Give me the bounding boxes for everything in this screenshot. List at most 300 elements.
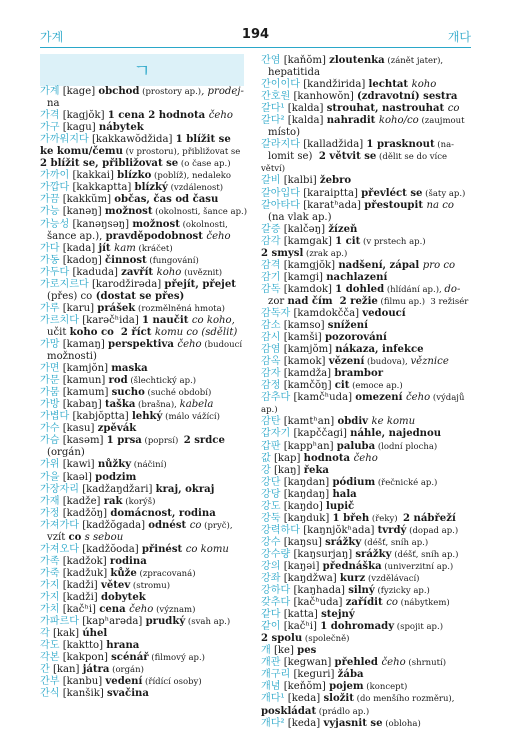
headword: 가재: [40, 495, 60, 507]
entry-continuation: [40, 291, 250, 303]
translation: vedoucí: [362, 307, 406, 319]
dictionary-entry: [40, 375, 250, 387]
pronunciation: [karatʰada]: [300, 199, 365, 211]
dictionary-entry: [261, 428, 471, 440]
headword: 가지: [40, 591, 60, 603]
entry-continuation: [40, 351, 250, 363]
dictionary-entry: [40, 459, 250, 471]
pronunciation: [kamčŏŋ]: [280, 380, 335, 392]
headword: 가방: [40, 399, 60, 411]
dictionary-entry: [261, 441, 471, 453]
translation: paluba: [336, 440, 376, 452]
pronunciation: [kaŋdžwa]: [280, 573, 340, 585]
dictionary-entry: [261, 55, 471, 67]
dictionary-entry: [40, 134, 250, 146]
entry-continuation: [40, 98, 250, 110]
translation: játra: [82, 664, 110, 676]
headword: 가구: [40, 122, 60, 134]
pronunciation: [kakkai]: [69, 170, 118, 182]
translation: poskládat: [261, 705, 317, 717]
translation: hala: [332, 488, 357, 500]
note: (filmový ap.): [148, 653, 205, 664]
dictionary-entry: [40, 279, 250, 291]
headword: 강: [261, 464, 271, 476]
dictionary-entry: [40, 592, 250, 604]
note: 2 nábřeží: [403, 512, 456, 524]
headword: 가깝다: [40, 182, 70, 194]
pronunciation: [kačʰuda]: [290, 597, 346, 609]
translation: zpěvák: [97, 423, 137, 435]
pronunciation: [kabaŋ]: [59, 399, 105, 411]
dictionary-entry: [261, 224, 471, 236]
dictionary-entry: [261, 139, 471, 151]
pronunciation: [kaŋsu]: [280, 536, 326, 548]
translation: co: [68, 531, 82, 543]
dictionary-entry: [40, 255, 250, 267]
note: čeho: [206, 230, 231, 242]
headword: 강의: [261, 560, 281, 572]
translation: pravděpodobnost: [105, 230, 207, 242]
headword: 강력하다: [261, 524, 301, 536]
pronunciation: [karaiptta]: [300, 187, 362, 199]
translation: nachlazení: [326, 271, 388, 283]
pronunciation: [keňŏm]: [280, 681, 330, 693]
translation: cena: [99, 604, 130, 616]
dictionary-entry: [40, 568, 250, 580]
pronunciation: [kadži]: [59, 579, 101, 591]
translation: rod: [108, 375, 128, 387]
pronunciation: [kadžuk]: [59, 567, 111, 579]
pronunciation: [kaňŏm]: [280, 55, 330, 66]
dictionary-entry: [261, 597, 471, 609]
translation: 1 blížit se: [175, 134, 231, 146]
page-number: 194: [241, 27, 270, 42]
headword: 가르치다: [40, 314, 80, 326]
headword: 가위: [40, 459, 60, 471]
headword: 갑자기: [261, 428, 291, 440]
headword: 감시: [261, 332, 281, 344]
entry-continuation: [261, 296, 471, 308]
left-column: [40, 86, 250, 700]
headword: 가정: [40, 507, 60, 519]
translation: kůže: [110, 567, 137, 579]
headword: 감소: [261, 320, 281, 332]
pronunciation: [kamaŋ]: [59, 338, 109, 350]
pronunciation: [kadžŏŋ]: [59, 507, 111, 519]
note: (obloha): [382, 718, 421, 729]
pronunciation: [kadžok]: [59, 555, 110, 567]
pronunciation: [kadoŋ]: [59, 254, 105, 266]
headword: 갖추다: [261, 597, 291, 609]
headword: 가까워지다: [40, 134, 89, 146]
dictionary-entry: [40, 339, 250, 351]
pronunciation: [kamok]: [280, 356, 329, 368]
translation: lehký: [131, 411, 163, 423]
translation: tvrdý: [377, 524, 407, 536]
headword: 가능성: [40, 218, 70, 230]
headword: 간: [40, 664, 50, 676]
note: (okolnosti,: [179, 219, 228, 230]
translation: náhle, najednou: [350, 428, 442, 440]
note: (déšť, sníh ap.): [361, 537, 429, 548]
pronunciation: (přes) co: [47, 290, 93, 302]
translation: přednáška: [322, 560, 382, 572]
pronunciation: [karu]: [59, 302, 98, 314]
dictionary-entry: [261, 718, 471, 730]
dictionary-entry: [40, 652, 250, 664]
note: (nábytkem): [397, 598, 450, 609]
pronunciation: [katta]: [280, 609, 322, 621]
headword: 각본: [40, 652, 60, 664]
translation: dobytek: [100, 591, 146, 603]
note: (vzdělávací): [365, 574, 420, 585]
pronunciation: [kaŋdan]: [280, 476, 333, 488]
translation: činnost: [104, 254, 147, 266]
note: s sebou: [81, 531, 124, 543]
note: (prádlo ap.): [316, 706, 370, 717]
header-right-guideword: 개다: [447, 30, 471, 44]
dictionary-entry: [261, 513, 471, 525]
translation: převléct se: [361, 187, 423, 199]
pronunciation: [kamgi]: [280, 271, 327, 283]
note: (dopad ap.): [406, 525, 459, 536]
note: (šaty ap.): [422, 188, 466, 199]
dictionary-entry: [261, 537, 471, 549]
pronunciation: [kadžŏgada]: [79, 519, 149, 531]
pronunciation: [kamši]: [280, 332, 325, 344]
headword: 갈증: [261, 223, 281, 235]
pronunciation: [kaəl]: [59, 471, 96, 483]
dictionary-entry: [261, 477, 471, 489]
dictionary-entry: [261, 621, 471, 633]
pronunciation: vzít: [47, 531, 69, 543]
note: (budoucí: [201, 339, 243, 350]
dictionary-entry: [40, 688, 250, 700]
translation: nůžky: [97, 459, 132, 471]
pronunciation: [kak]: [49, 628, 83, 640]
headword: 강좌: [261, 573, 281, 585]
dictionary-entry: [261, 669, 471, 681]
note: (náčiní): [131, 460, 167, 471]
pronunciation: [kaŋnjŏkʰada]: [300, 524, 378, 536]
pronunciation: [kakpon]: [59, 652, 112, 664]
note: (prostory ap.): [139, 87, 202, 97]
translation: domácnost, rodina: [110, 507, 216, 519]
translation: prudký: [145, 616, 186, 628]
headword: 같다: [261, 609, 281, 621]
note: ke komu: [371, 416, 416, 428]
headword: 가루: [40, 302, 60, 314]
dictionary-entry: [40, 616, 250, 628]
note: co: [386, 597, 398, 609]
translation: 2 blížit se, přibližovat se: [40, 158, 179, 170]
note: co: [189, 519, 202, 531]
dictionary-entry: [261, 175, 471, 187]
headword: 개다²: [261, 717, 285, 729]
pronunciation: [kakkŭm]: [59, 194, 115, 206]
pronunciation: na: [47, 98, 60, 110]
translation: žebro: [319, 175, 352, 187]
headword: 가볍다: [40, 411, 70, 423]
translation: kurz: [339, 573, 366, 585]
dictionary-entry: [40, 267, 250, 279]
headword: 감추다: [261, 392, 291, 404]
note: (koncept): [363, 682, 408, 693]
dictionary-entry: [261, 573, 471, 585]
note: (fyzicky ap.): [374, 586, 430, 597]
pronunciation: [kamtʰan]: [280, 416, 338, 428]
pronunciation: [kalbi]: [280, 175, 320, 187]
dictionary-entry: [40, 387, 250, 399]
dictionary-entry: [261, 585, 471, 597]
dictionary-entry: [261, 284, 471, 296]
dictionary-entry: [261, 356, 471, 368]
dictionary-entry: [261, 103, 471, 115]
entry-continuation: [261, 151, 471, 175]
dictionary-entry: [261, 609, 471, 621]
dictionary-entry: [261, 368, 471, 380]
translation: cit: [334, 380, 350, 392]
note: (spojit ap.): [394, 622, 444, 633]
note: (poblíž), nedaleko: [151, 171, 232, 182]
translation: pódium: [332, 476, 376, 488]
translation: kraj, okraj: [155, 483, 215, 495]
headword: 가문: [40, 375, 60, 387]
pronunciation: [kamdok]: [280, 283, 336, 295]
note: čeho: [129, 604, 154, 616]
dictionary-entry: [261, 501, 471, 513]
translation: perspektiva: [108, 338, 178, 350]
note: (brašna),: [135, 400, 180, 411]
translation: hrana: [106, 640, 140, 652]
translation: 2 smysl: [261, 247, 304, 259]
headword: 가장자리: [40, 483, 80, 495]
note: 2 srdce: [183, 435, 225, 447]
dictionary-entry: [40, 206, 250, 218]
headword: 갈라지다: [261, 139, 301, 151]
headword: 가파르다: [40, 616, 80, 628]
dictionary-entry: [261, 453, 471, 465]
headword: 감독: [261, 283, 281, 295]
dictionary-entry: [40, 110, 250, 122]
translation: lechtat: [368, 79, 412, 91]
dictionary-entry: [40, 484, 250, 496]
note: koho: [156, 266, 182, 278]
headword: 강하다: [261, 585, 291, 597]
translation: blízký: [134, 182, 168, 194]
headword: 가다: [40, 242, 60, 254]
entry-continuation: [40, 158, 250, 170]
headword: 갑판: [261, 440, 281, 452]
translation: vězení: [328, 356, 365, 368]
note: do-: [444, 283, 461, 295]
pronunciation: [kaŋəi]: [280, 560, 323, 572]
note: (svah ap.): [185, 617, 231, 628]
translation: rodina: [109, 555, 147, 567]
note: (okolnosti, šance ap.): [152, 207, 248, 218]
dictionary-entry: [261, 489, 471, 501]
pronunciation: [kaŋdo]: [280, 500, 326, 512]
translation: taška: [104, 399, 136, 411]
headword: 간식: [40, 688, 60, 700]
translation: nahradit: [326, 115, 379, 127]
pronunciation: [kalčəŋ]: [280, 223, 329, 235]
note: (málo vážící): [162, 412, 220, 423]
translation: scénář: [111, 652, 149, 664]
headword: 감격: [261, 259, 281, 271]
note: (zpracovaná): [136, 568, 196, 579]
translation: 1 břeh: [332, 512, 370, 524]
pronunciation: [kan]: [49, 664, 83, 676]
dictionary-entry: [40, 520, 250, 532]
pronunciation: místo): [268, 127, 301, 139]
headword: 간호원: [261, 91, 291, 103]
dictionary-entry: [40, 435, 250, 447]
headword: 감독자: [261, 307, 291, 319]
note: (zrak ap.): [303, 248, 348, 259]
translation: pojem: [329, 681, 364, 693]
translation: pozorování: [324, 332, 387, 344]
dictionary-entry: [261, 525, 471, 537]
pronunciation: [kage]: [59, 86, 99, 97]
note: (výdajů ap.): [261, 393, 468, 416]
pronunciation: [kasu]: [59, 423, 98, 435]
note: koho/co: [378, 115, 419, 127]
translation: 1 prasknout: [366, 139, 435, 151]
dictionary-entry: [40, 664, 250, 676]
dictionary-entry: [261, 320, 471, 332]
headword: 가지: [40, 579, 60, 591]
dictionary-entry: [261, 380, 471, 392]
translation: větev: [100, 579, 131, 591]
headword: 강수: [261, 536, 281, 548]
note: (význam): [153, 605, 196, 616]
pronunciation: [kamdokčča]: [290, 307, 363, 319]
note: (uvěznit): [181, 267, 223, 278]
entry-continuation: [261, 212, 471, 224]
right-column: [261, 55, 471, 730]
pronunciation: [kadže]: [59, 495, 104, 507]
dictionary-entry: [40, 676, 250, 688]
note: (vzdálenost): [167, 183, 224, 194]
translation: 2 větvit se: [318, 151, 377, 163]
pronunciation: [kalladžida]: [300, 139, 367, 151]
translation: jít: [98, 242, 115, 254]
translation: úhel: [82, 628, 108, 640]
translation: brambor: [334, 368, 384, 380]
translation: (dostat se přes): [92, 290, 185, 302]
pronunciation: [kappʰan]: [280, 440, 337, 452]
dictionary-entry: [261, 260, 471, 272]
pronunciation: [kamgak]: [280, 235, 336, 247]
note: kam: [114, 242, 136, 254]
note: čeho: [405, 392, 431, 404]
note: kabela: [179, 399, 214, 411]
headword: 가져가다: [40, 519, 80, 531]
pronunciation: [kanšik]: [59, 688, 107, 700]
translation: koho co: [69, 326, 114, 338]
headword: 간이이다: [261, 79, 301, 91]
section-letter: ㄱ: [133, 61, 151, 82]
dictionary-entry: [40, 315, 250, 327]
note: čeho: [353, 452, 378, 464]
translation: žízeň: [328, 223, 358, 235]
translation: (zdravotní) sestra: [357, 91, 458, 103]
dictionary-entry: [40, 182, 250, 194]
note: co: [447, 103, 460, 115]
dictionary-entry: [40, 411, 250, 423]
dictionary-entry: [40, 122, 250, 134]
note: (poprsí): [141, 436, 184, 447]
note: komu co (sdělit): [154, 326, 238, 338]
dictionary-entry: [261, 392, 471, 416]
translation: rak: [103, 495, 123, 507]
note: co komu: [185, 543, 229, 555]
pronunciation: [kaŋduk]: [280, 512, 333, 524]
dictionary-entry: [261, 561, 471, 573]
pronunciation: [kaduda]: [69, 266, 122, 278]
pronunciation: [kanhowŏn]: [290, 91, 357, 103]
dictionary-entry: [40, 472, 250, 484]
note: (lodní plocha): [375, 441, 438, 452]
pronunciation: lomit se): [268, 151, 319, 163]
entry-continuation: [40, 231, 250, 243]
translation: srážky: [355, 548, 392, 560]
translation: sucho: [111, 387, 145, 399]
dictionary-entry: [40, 86, 250, 98]
dictionary-entry: [261, 657, 471, 669]
headword: 가을: [40, 471, 60, 483]
dictionary-entry: [261, 188, 471, 200]
headword: 감자: [261, 368, 281, 380]
pronunciation: [kamčʰuda]: [290, 392, 356, 404]
dictionary-entry: [40, 580, 250, 592]
note: (do menšího rozměru),: [353, 694, 455, 705]
translation: 1 naučit: [141, 314, 192, 326]
headword: 가두다: [40, 266, 70, 278]
pronunciation: [kamso]: [280, 320, 328, 332]
note: (zánět jater),: [384, 56, 444, 66]
pronunciation: [kakkawŏdžida]: [88, 134, 176, 146]
dictionary-entry: [261, 200, 471, 212]
translation: zloutenka: [329, 55, 385, 66]
dictionary-entry: [40, 496, 250, 508]
pronunciation: [karəčʰida]: [79, 314, 142, 326]
pronunciation: učit: [47, 326, 70, 338]
headword: 가로지르다: [40, 278, 89, 290]
headword: 가면: [40, 363, 60, 375]
headword: 가까이: [40, 170, 70, 182]
header-rule: [40, 47, 471, 48]
translation: možnost: [104, 206, 153, 218]
note: (emoce ap.): [349, 381, 403, 392]
dictionary-entry: [261, 115, 471, 127]
translation: řeka: [303, 464, 329, 476]
entry-continuation: [261, 706, 471, 718]
headword: 가망: [40, 338, 60, 350]
pronunciation: [kadži]: [59, 591, 101, 603]
pronunciation: [keguri]: [290, 669, 338, 681]
note: (korýš): [122, 496, 156, 507]
note: co koho,: [191, 314, 235, 326]
translation: přehled: [334, 657, 382, 669]
pronunciation: [kamun]: [59, 375, 109, 387]
dictionary-entry: [261, 693, 471, 705]
note: koho: [411, 79, 437, 91]
dictionary-entry: [40, 170, 250, 182]
translation: přestoupit: [364, 199, 427, 211]
pronunciation: [kaktto]: [59, 640, 107, 652]
